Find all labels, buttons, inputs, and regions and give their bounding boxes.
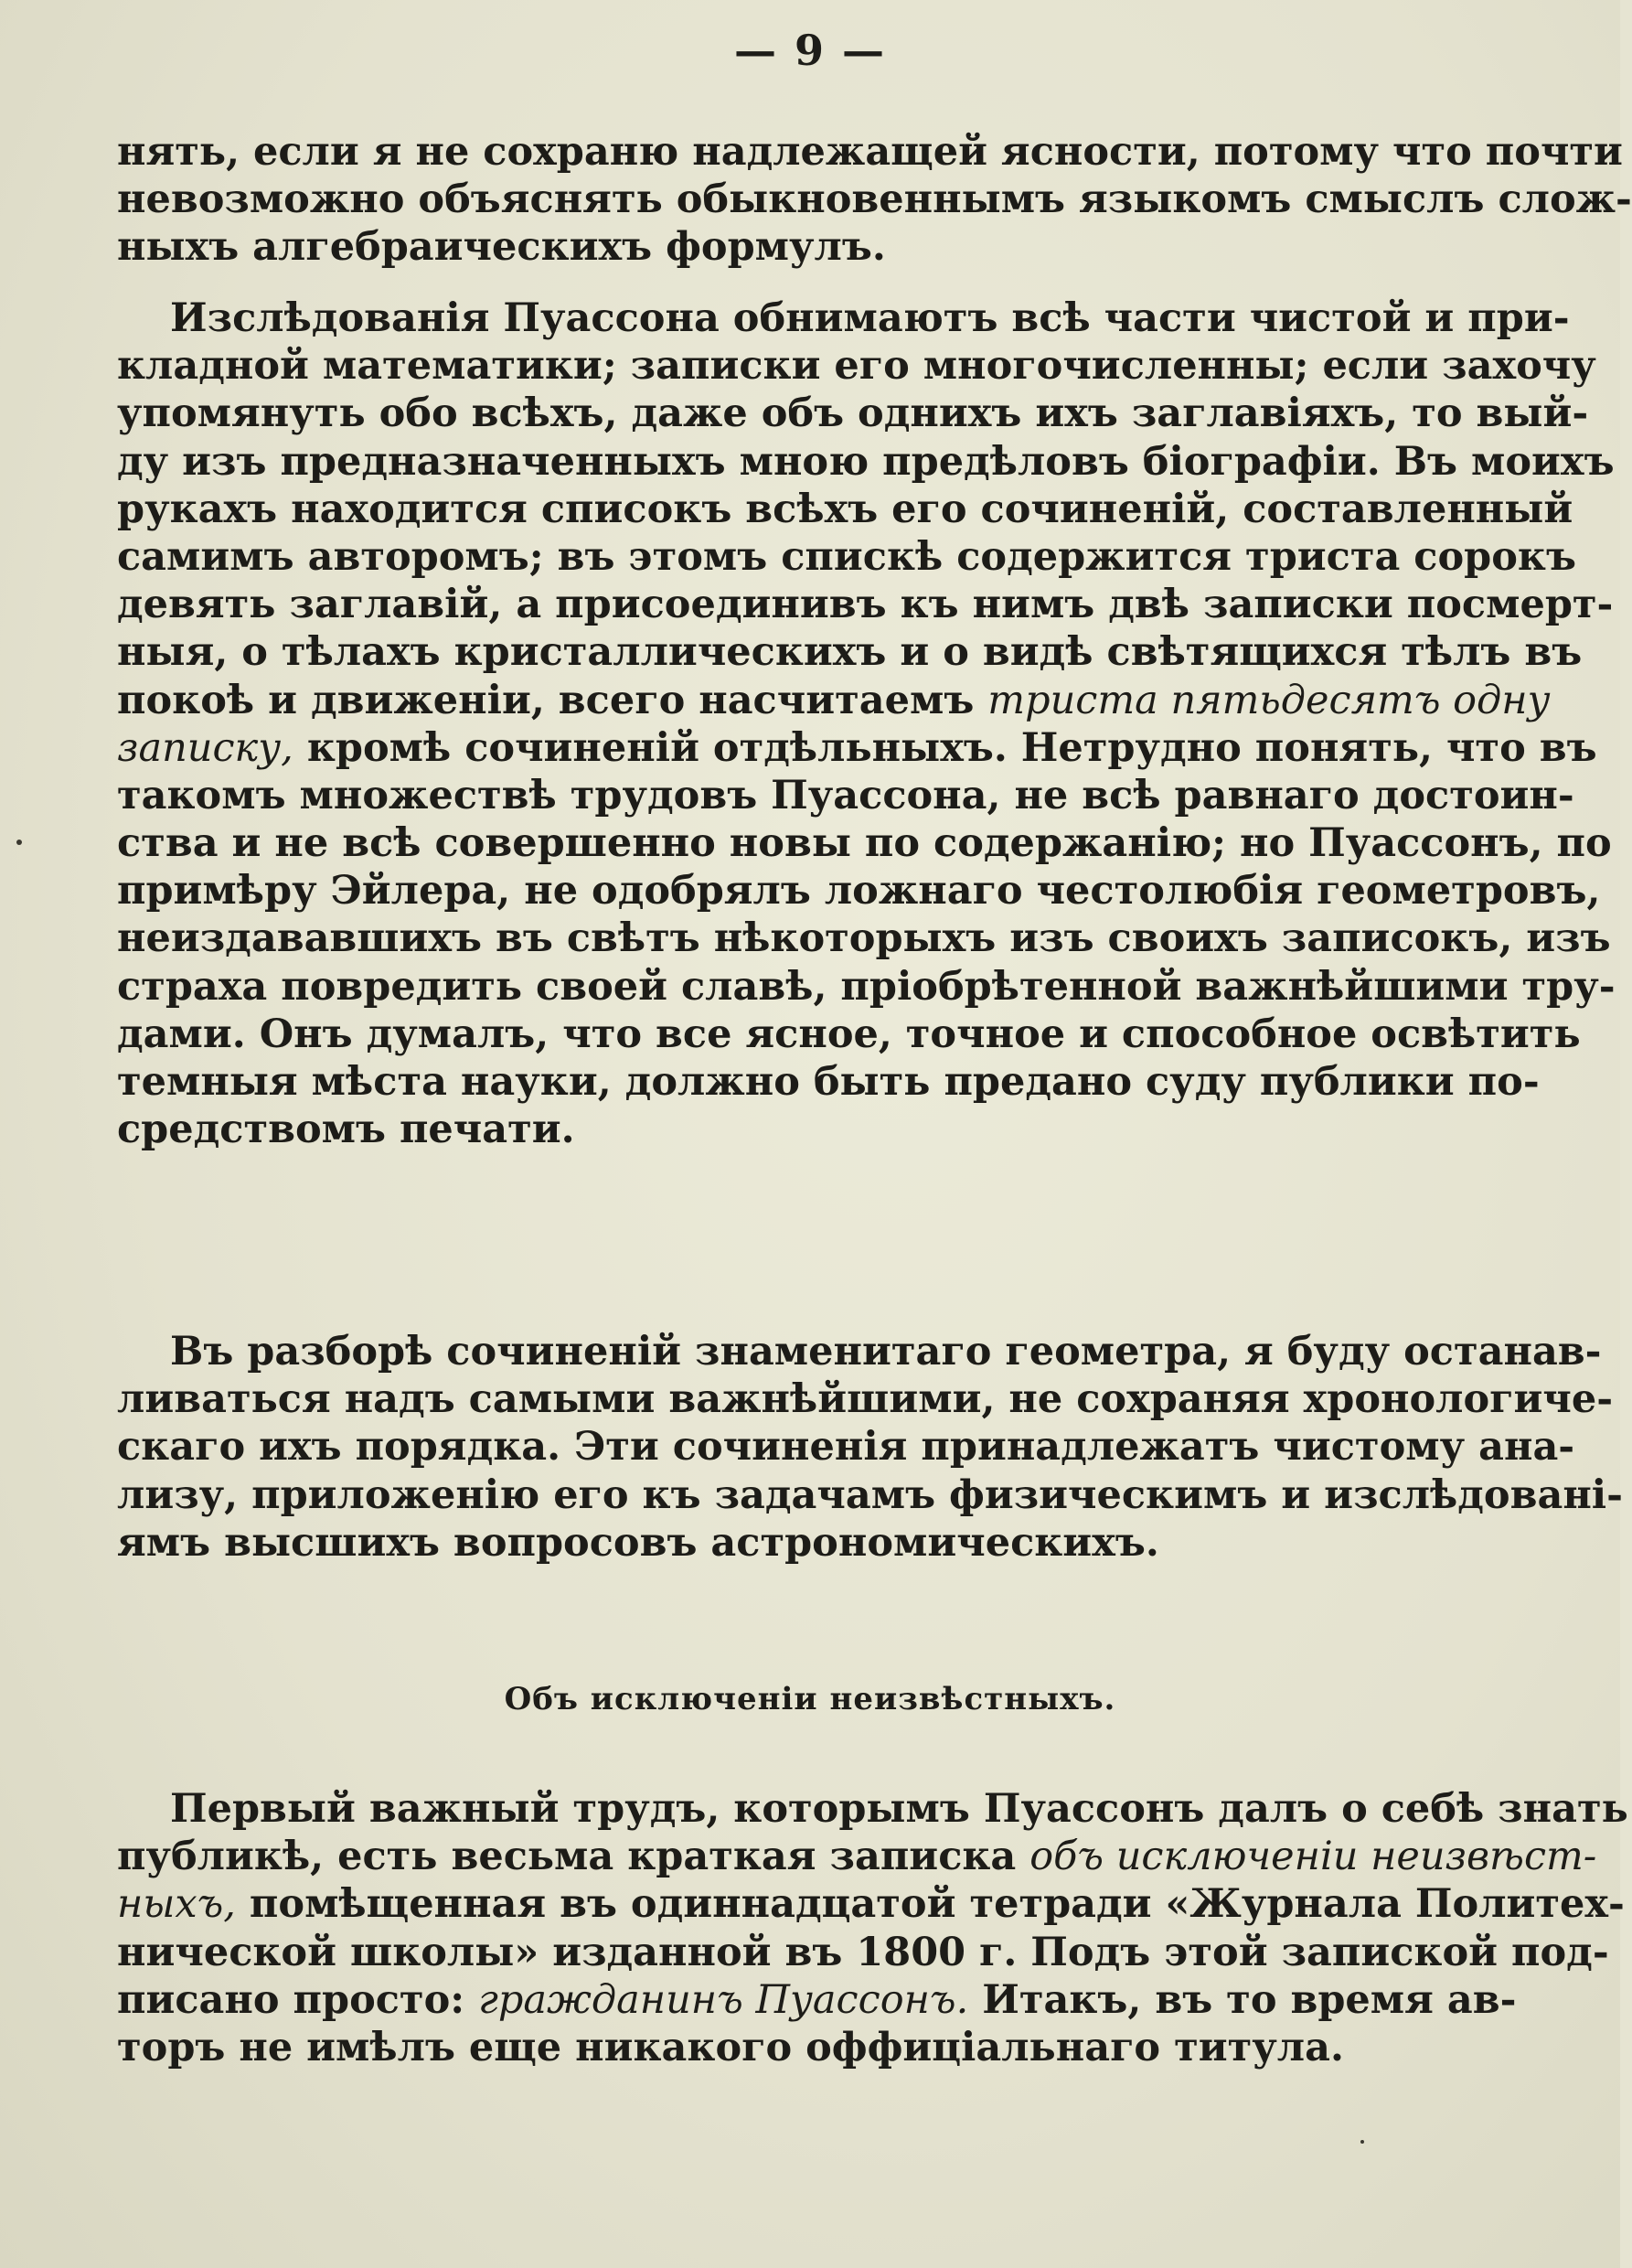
text-line: невозможно объяснять обыкновеннымъ языкомъ смыслъ слож- <box>117 177 1632 223</box>
text-line: ныхъ алгебраическихъ формулъ. <box>117 224 886 271</box>
text-line: ду изъ предназначенныхъ мною предѣловъ біографіи. Въ моихъ <box>117 438 1615 485</box>
italic-phrase: записку, <box>117 724 293 771</box>
text-line: кладной математики; записки его многочисленны; если захочу <box>117 343 1596 390</box>
page-number: — 9 — <box>733 26 887 75</box>
text-line: торъ не имѣлъ еще никакого оффиціальнаго титула. <box>117 2024 1344 2070</box>
text-line <box>117 1833 1597 1880</box>
text-line: ныя, о тѣлахъ кристаллическихъ и о видѣ свѣтящихся тѣлъ въ <box>117 629 1583 676</box>
section-heading: Объ исключеніи неизвѣстныхъ. <box>504 1681 1116 1717</box>
text-line: лизу, приложенію его къ задачамъ физическимъ и изслѣдовані- <box>117 1471 1623 1518</box>
italic-phrase: ныхъ, <box>117 1881 236 1928</box>
italic-phrase: гражданинъ Пуассонъ. <box>478 1976 969 2023</box>
text-line <box>117 1976 1517 2024</box>
text-line: ливаться надъ самыми важнѣйшими, не сохраняя хронологиче- <box>117 1376 1614 1423</box>
ink-speck <box>1360 2140 1364 2144</box>
text-line <box>117 1880 1625 1928</box>
text-line: рукахъ находится списокъ всѣхъ его сочиненій, составленный <box>117 486 1573 532</box>
paragraph-3 <box>117 1328 1623 1567</box>
text-line: девять заглавій, а присоединивъ къ нимъ двѣ записки посмерт- <box>117 582 1614 628</box>
text-line: Изслѣдованія Пуассона обнимаютъ всѣ части чистой и при- <box>170 295 1570 341</box>
text-run: писано просто: <box>117 1976 465 2023</box>
text-run: покоѣ и движеніи, всего насчитаемъ <box>117 677 975 723</box>
text-line: примѣру Эйлера, не одобрялъ ложнаго честолюбія геометровъ, <box>117 868 1601 915</box>
text-run: кромѣ сочиненій отдѣльныхъ. Нетрудно понять, что въ <box>306 724 1597 771</box>
text-line: нять, если я не сохраню надлежащей ясности, потому что почти <box>117 129 1623 175</box>
ink-speck <box>16 840 22 845</box>
text-run: Итакъ, въ то время ав- <box>982 1976 1517 2023</box>
text-run: помѣщенная въ одиннадцатой тетради «Журнала Политех- <box>249 1881 1625 1928</box>
text-line: упомянуть обо всѣхъ, даже объ однихъ ихъ заглавіяхъ, то вый- <box>117 390 1589 437</box>
text-line: нической школы» изданной въ 1800 г. Подъ этой запиской под- <box>117 1929 1609 1975</box>
text-line: неиздававшихъ въ свѣтъ нѣкоторыхъ изъ своихъ записокъ, изъ <box>117 915 1611 962</box>
text-run: публикѣ, есть весьма краткая записка <box>117 1834 1017 1880</box>
text-line: темныя мѣста науки, должно быть предано суду публики по- <box>117 1059 1540 1105</box>
text-line: ства и не всѣ совершенно новы по содержанію; но Пуассонъ, по <box>117 820 1612 867</box>
paragraph-4 <box>117 1785 1628 2071</box>
italic-phrase: объ исключеніи неизвѣст- <box>1029 1834 1597 1880</box>
text-line: страха повредить своей славѣ, пріобрѣтенной важнѣйшими тру- <box>117 963 1616 1010</box>
text-line: дами. Онъ думалъ, что все ясное, точное и способное освѣтить <box>117 1011 1581 1057</box>
paragraph-1 <box>117 128 1632 272</box>
text-line: самимъ авторомъ; въ этомъ спискѣ содержится триста сорокъ <box>117 533 1576 580</box>
text-line: средствомъ печати. <box>117 1107 575 1153</box>
paragraph-2 <box>117 294 1616 1153</box>
text-line: ямъ высшихъ вопросовъ астрономическихъ. <box>117 1519 1159 1566</box>
text-line: такомъ множествѣ трудовъ Пуассона, не всѣ равнаго достоин- <box>117 772 1574 818</box>
text-line <box>117 677 1551 724</box>
text-line: Первый важный трудъ, которымъ Пуассонъ далъ о себѣ знать <box>170 1786 1628 1832</box>
text-line: скаго ихъ порядка. Эти сочиненія принадлежатъ чистому ана- <box>117 1424 1575 1471</box>
text-line: Въ разборѣ сочиненій знаменитаго геометра, я буду останав- <box>170 1329 1602 1375</box>
text-line <box>117 724 1597 772</box>
italic-phrase: триста пятьдесятъ одну <box>987 677 1551 723</box>
